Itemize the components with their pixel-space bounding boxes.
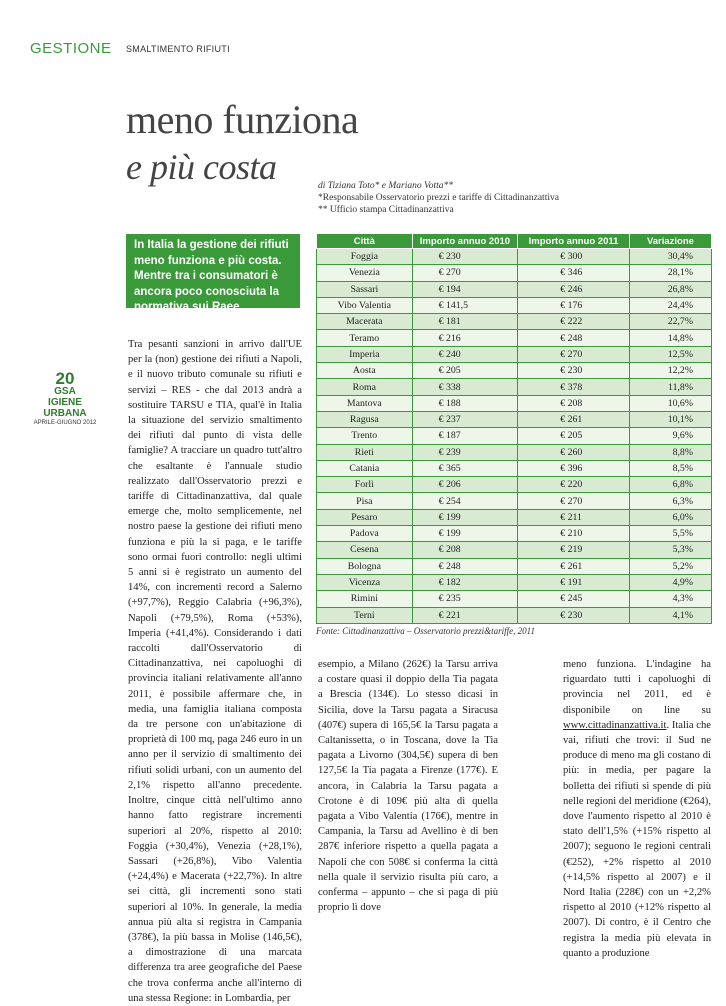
cell-importo-2010: € 239 xyxy=(412,444,518,460)
table-row xyxy=(317,346,712,362)
cell-variazione: 5,2% xyxy=(629,558,711,574)
cell-variazione: 5,3% xyxy=(629,542,711,558)
cell-citta: Terni xyxy=(317,607,413,623)
cell-importo-2010: € 248 xyxy=(412,558,518,574)
author-note-2: ** Ufficio stampa Cittadinanzattiva xyxy=(318,205,454,215)
cell-variazione: 12,5% xyxy=(629,346,711,362)
cell-importo-2010: € 188 xyxy=(412,395,518,411)
cell-importo-2011: € 245 xyxy=(518,591,630,607)
table-row xyxy=(317,444,712,460)
cell-citta: Padova xyxy=(317,526,413,542)
table-row xyxy=(317,591,712,607)
header-importo-2011: Importo annuo 2011 xyxy=(518,234,630,249)
table-row xyxy=(317,297,712,313)
cell-importo-2011: € 396 xyxy=(518,460,630,476)
lede-box: In Italia la gestione dei rifiuti meno funziona e più costa. Mentre tra i consumatori è ancora poco conosciuta la normativa sui Raee. xyxy=(126,234,300,308)
page-number: 20 xyxy=(55,369,75,388)
cell-importo-2010: € 205 xyxy=(412,363,518,379)
table-row xyxy=(317,265,712,281)
cell-citta: Bologna xyxy=(317,558,413,574)
cell-citta: Foggia xyxy=(317,249,413,265)
table-source: Fonte: Cittadinanzattiva – Osservatorio prezzi&tariffe, 2011 xyxy=(316,626,535,636)
cell-variazione: 6,3% xyxy=(629,493,711,509)
cell-importo-2011: € 210 xyxy=(518,526,630,542)
body-column-3 xyxy=(563,657,711,961)
cell-importo-2010: € 187 xyxy=(412,428,518,444)
cell-importo-2011: € 230 xyxy=(518,363,630,379)
body-text: . Italia che vai, rifiuti che trovi: il Sud ne produce di meno ma gli costano di più: in media, per pagare la bolletta dei rifiuti si spende di più nelle regioni del meridione (€264), dove l'aumento rispetto al 2010 è stato dell'1,5% (+15% rispetto al 2007); seguono le regioni centrali (€252), +2% rispetto al 2010 (+14,5% rispetto al 2007) e il Nord Italia (228€) con un +2,2% rispetto al 2010 (+12% rispetto al 2007). Di contro, è il Centro che registra la media più elevata in quanto a produzione xyxy=(563,719,711,959)
table-row xyxy=(317,281,712,297)
table-row xyxy=(317,493,712,509)
cell-citta: Rieti xyxy=(317,444,413,460)
cell-importo-2011: € 270 xyxy=(518,493,630,509)
cell-importo-2011: € 260 xyxy=(518,444,630,460)
cell-variazione: 24,4% xyxy=(629,297,711,313)
cell-citta: Forlì xyxy=(317,477,413,493)
cell-citta: Vibo Valentia xyxy=(317,297,413,313)
table-row xyxy=(317,477,712,493)
cell-importo-2010: € 181 xyxy=(412,314,518,330)
cell-citta: Trento xyxy=(317,428,413,444)
table-row xyxy=(317,607,712,623)
cell-importo-2010: € 221 xyxy=(412,607,518,623)
cell-importo-2011: € 222 xyxy=(518,314,630,330)
cell-importo-2010: € 365 xyxy=(412,460,518,476)
cell-importo-2011: € 270 xyxy=(518,346,630,362)
table-row xyxy=(317,249,712,265)
cell-importo-2011: € 220 xyxy=(518,477,630,493)
cell-importo-2011: € 248 xyxy=(518,330,630,346)
cell-citta: Cesena xyxy=(317,542,413,558)
cell-variazione: 8,8% xyxy=(629,444,711,460)
cell-importo-2011: € 208 xyxy=(518,395,630,411)
cell-variazione: 9,6% xyxy=(629,428,711,444)
body-paragraph xyxy=(563,657,711,961)
cell-citta: Rimini xyxy=(317,591,413,607)
table-row xyxy=(317,363,712,379)
cell-importo-2010: € 199 xyxy=(412,526,518,542)
cell-citta: Catania xyxy=(317,460,413,476)
cell-importo-2010: € 208 xyxy=(412,542,518,558)
cell-importo-2011: € 246 xyxy=(518,281,630,297)
cell-variazione: 6,8% xyxy=(629,477,711,493)
cell-importo-2011: € 176 xyxy=(518,297,630,313)
table-row xyxy=(317,314,712,330)
cell-citta: Teramo xyxy=(317,330,413,346)
body-column-2 xyxy=(318,657,498,915)
table-row xyxy=(317,411,712,427)
cell-importo-2011: € 346 xyxy=(518,265,630,281)
table-row xyxy=(317,558,712,574)
tariff-table xyxy=(316,233,712,624)
title-line-2: e più costa xyxy=(126,147,277,187)
cell-importo-2011: € 191 xyxy=(518,574,630,590)
table-row xyxy=(317,395,712,411)
cell-importo-2011: € 205 xyxy=(518,428,630,444)
cell-importo-2010: € 240 xyxy=(412,346,518,362)
cell-variazione: 10,6% xyxy=(629,395,711,411)
cell-citta: Vicenza xyxy=(317,574,413,590)
cell-citta: Roma xyxy=(317,379,413,395)
cell-importo-2011: € 219 xyxy=(518,542,630,558)
cell-importo-2010: € 216 xyxy=(412,330,518,346)
cell-citta: Aosta xyxy=(317,363,413,379)
cell-citta: Imperia xyxy=(317,346,413,362)
author-note-1: *Responsabile Osservatorio prezzi e tariffe di Cittadinanzattiva xyxy=(318,193,559,203)
subsection-label: SMALTIMENTO RIFIUTI xyxy=(126,44,230,54)
cell-variazione: 28,1% xyxy=(629,265,711,281)
cell-importo-2010: € 237 xyxy=(412,411,518,427)
cell-importo-2011: € 261 xyxy=(518,558,630,574)
cell-citta: Pesaro xyxy=(317,509,413,525)
cell-importo-2010: € 338 xyxy=(412,379,518,395)
title-line-1: meno funziona xyxy=(126,97,359,142)
table-row xyxy=(317,428,712,444)
cell-importo-2011: € 230 xyxy=(518,607,630,623)
cell-variazione: 4,3% xyxy=(629,591,711,607)
cell-citta: Mantova xyxy=(317,395,413,411)
cell-importo-2010: € 254 xyxy=(412,493,518,509)
cell-variazione: 8,5% xyxy=(629,460,711,476)
cell-citta: Venezia xyxy=(317,265,413,281)
magazine-logo: GSA xyxy=(54,386,76,397)
header-citta: Città xyxy=(317,234,413,249)
table-header-row xyxy=(317,234,712,249)
body-paragraph: Tra pesanti sanzioni in arrivo dall'UE per la (non) gestione dei rifiuti a Napoli, e il nuovo tributo comunale su rifiuti e servizi – RES - che dal 2013 andrà a sostituire TARSU e TIA, qual'è in Italia la situazione del servizio smaltimento dei rifiuti dal punto di vista delle famiglie? A tracciare un quadro tutt'altro che esaltante è l'annuale studio realizzato dall'Osservatorio prezzi e tariffe di Cittadinanzattiva, dal quale emerge che, molto semplicemente, nel nostro paese la gestione dei rifiuti meno funziona e più la si paga, e le tariffe sono ormai fuori controllo: negli ultimi 5 anni si è registrato un aumento del 14%, con incrementi record a Salerno (+97,7%), Reggio Calabria (+96,3%), Napoli (+79,5%), Roma (+53%), Imperia (+41,4%). Considerando i dati raccolti dall'Osservatorio di Cittadinanzattiva, nei capoluoghi di provincia italiani relativamente all'anno 2011, è possibile affermare che, in media, una famiglia italiana composta da tre persone con un'abitazione di proprietà di 100 mq, paga 246 euro in un anno per il servizio di smaltimento dei rifiuti solidi urbani, con un aumento del 2,1% rispetto all'anno precedente. Inoltre, cinque città nell'ultimo anno hanno fatto registrare incrementi superiori al 20%, rispetto al 2010: Foggia (+30,4%), Venezia (+28,1%), Sassari (+26,8%), Vibo Valentia (+24,4%) e Macerata (+22,7%). In altre sei città, gli incrementi sono stati superiori al 10%. In generale, la media annua più alta si registra in Campania (378€), la più bassa in Molise (146,5€), a dimostrazione di una marcata differenza tra aree geografiche del Paese che trova conferma anche all'interno di una stessa Regione: in Lombardia, per xyxy=(128,339,302,1004)
cell-variazione: 11,8% xyxy=(629,379,711,395)
cell-variazione: 10,1% xyxy=(629,411,711,427)
cell-importo-2010: € 141,5 xyxy=(412,297,518,313)
cell-importo-2010: € 230 xyxy=(412,249,518,265)
table-row xyxy=(317,330,712,346)
cell-importo-2011: € 261 xyxy=(518,411,630,427)
cell-variazione: 30,4% xyxy=(629,249,711,265)
table-row xyxy=(317,526,712,542)
cell-importo-2010: € 182 xyxy=(412,574,518,590)
cell-variazione: 26,8% xyxy=(629,281,711,297)
magazine-name: IGIENE URBANA xyxy=(43,397,87,419)
cell-citta: Sassari xyxy=(317,281,413,297)
table-row xyxy=(317,574,712,590)
cell-variazione: 22,7% xyxy=(629,314,711,330)
cell-citta: Macerata xyxy=(317,314,413,330)
body-paragraph: esempio, a Milano (262€) la Tarsu arriva a costare quasi il doppio della Tia pagata a Brescia (134€). Lo stesso dicasi in Sicilia, dove la Tarsu pagata a Siracusa (407€) supera di 165,5€ la Tarsu pagata a Caltanissetta, o in Toscana, dove la Tia pagata a Livorno (304,5€) supera di ben 127,5€ la Tia pagata a Firenze (177€). E ancora, in Calabria la Tarsu pagata a Crotone è di 109€ più alta di quella pagata a Vibo Valentia (176€), mentre in Campania, la Tarsu ad Avellino è di ben 287€ inferiore rispetto a quella pagata a Napoli che con 508€ si conferma la città nella quale il servizio risulta più caro, a conferma – appunto – che si paga di più proprio lì dove xyxy=(318,659,498,914)
cell-variazione: 5,5% xyxy=(629,526,711,542)
issue-date: APRILE-GIUGNO 2012 xyxy=(33,420,97,426)
page-folio xyxy=(30,370,100,427)
table-row xyxy=(317,542,712,558)
cell-importo-2010: € 235 xyxy=(412,591,518,607)
cell-variazione: 4,9% xyxy=(629,574,711,590)
cell-importo-2011: € 300 xyxy=(518,249,630,265)
header-variazione: Variazione xyxy=(629,234,711,249)
cell-variazione: 12,2% xyxy=(629,363,711,379)
section-label: GESTIONE xyxy=(30,40,112,57)
byline: di Tiziana Toto* e Mariano Votta** xyxy=(318,181,454,191)
table-row xyxy=(317,460,712,476)
table-row xyxy=(317,509,712,525)
cell-importo-2011: € 211 xyxy=(518,509,630,525)
cell-importo-2010: € 206 xyxy=(412,477,518,493)
cell-citta: Pisa xyxy=(317,493,413,509)
cell-variazione: 6,0% xyxy=(629,509,711,525)
body-text: meno funziona. L'indagine ha riguardato tutti i capoluoghi di provincia nel 2011, ed è disponibile on line su xyxy=(563,659,711,716)
cell-importo-2011: € 378 xyxy=(518,379,630,395)
cell-citta: Ragusa xyxy=(317,411,413,427)
cell-variazione: 4,1% xyxy=(629,607,711,623)
cell-importo-2010: € 199 xyxy=(412,509,518,525)
cell-importo-2010: € 270 xyxy=(412,265,518,281)
website-link[interactable]: www.cittadinanzattiva.it xyxy=(563,719,667,731)
authors-block xyxy=(318,180,708,216)
header-importo-2010: Importo annuo 2010 xyxy=(412,234,518,249)
cell-importo-2010: € 194 xyxy=(412,281,518,297)
cell-variazione: 14,8% xyxy=(629,330,711,346)
body-column-1 xyxy=(128,337,302,1006)
table-row xyxy=(317,379,712,395)
